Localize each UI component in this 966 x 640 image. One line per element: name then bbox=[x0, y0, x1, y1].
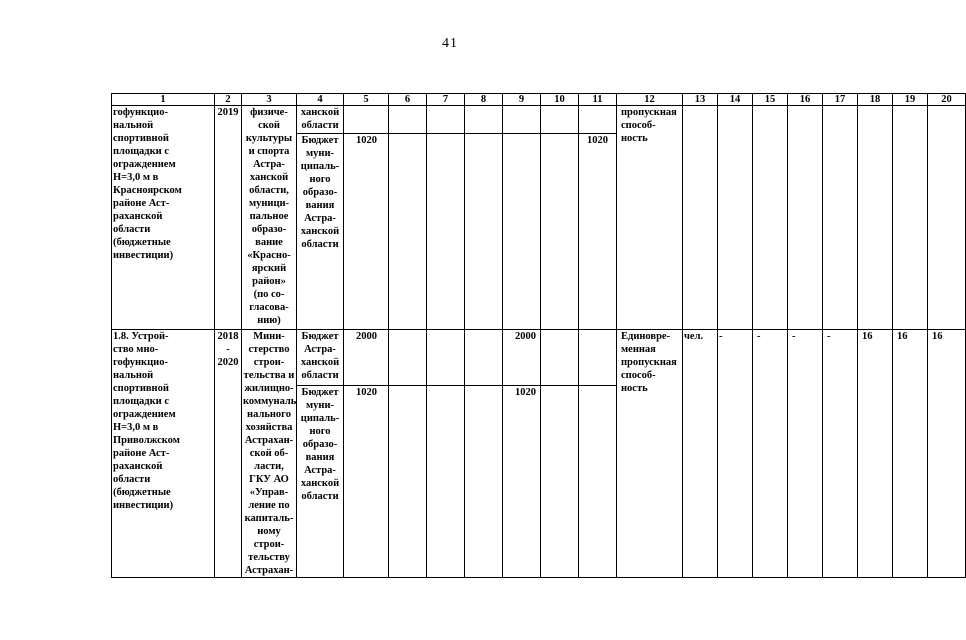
header-cell: 9 bbox=[503, 94, 541, 106]
period: 2019 bbox=[215, 106, 242, 330]
amount-cell bbox=[465, 330, 503, 386]
amount-cell: 1020 bbox=[503, 386, 541, 578]
amount-cell bbox=[503, 134, 541, 330]
amount-cell: 1020 bbox=[579, 134, 617, 330]
amount-cell bbox=[427, 386, 465, 578]
table-row bbox=[112, 330, 966, 386]
indicator-value bbox=[788, 106, 823, 330]
amount-cell bbox=[541, 330, 579, 386]
amount-cell bbox=[427, 106, 465, 134]
amount-cell bbox=[579, 106, 617, 134]
indicator-value: 16 bbox=[858, 330, 893, 578]
indicator-name: Единовре- менная пропускная способ- ность bbox=[617, 330, 683, 578]
header-cell: 14 bbox=[718, 94, 753, 106]
header-cell: 5 bbox=[344, 94, 389, 106]
funding-source: Бюджет муни- ципаль- ного образо- вания Астра- ханской области bbox=[297, 386, 344, 578]
indicator-value: - bbox=[823, 330, 858, 578]
table-row bbox=[112, 106, 966, 134]
header-cell: 3 bbox=[242, 94, 297, 106]
indicator-value bbox=[858, 106, 893, 330]
amount-cell bbox=[503, 106, 541, 134]
amount-cell: 2000 bbox=[503, 330, 541, 386]
header-cell: 6 bbox=[389, 94, 427, 106]
header-cell: 4 bbox=[297, 94, 344, 106]
amount-cell bbox=[389, 134, 427, 330]
header-cell: 11 bbox=[579, 94, 617, 106]
funding-source: Бюджет муни- ципаль- ного образо- вания Астра- ханской области bbox=[297, 134, 344, 330]
amount-cell: 2000 bbox=[344, 330, 389, 386]
header-cell: 20 bbox=[928, 94, 966, 106]
executor: Мини- стерство строи- тельства и жилищно- коммуналь нального хозяйства Астрахан- ской об- ласти, ГКУ АО «Управ- ление по капиталь- ному строи- тельству Астрахан- bbox=[243, 331, 297, 576]
unit-cell: чел. bbox=[683, 330, 718, 578]
indicator-value: 16 bbox=[893, 330, 928, 578]
indicator-value bbox=[753, 106, 788, 330]
amount-cell bbox=[389, 330, 427, 386]
indicator-value bbox=[893, 106, 928, 330]
indicator-value: - bbox=[753, 330, 788, 578]
amount-cell bbox=[389, 106, 427, 134]
executor: физиче- ской культуры и спорта Астра- ханской области, муници- пальное образо- вание «Красно- ярский район» (по со- гласова- нию) bbox=[242, 106, 297, 330]
amount-cell bbox=[465, 106, 503, 134]
indicator-name: пропускная способ- ность bbox=[617, 106, 683, 330]
amount-cell bbox=[427, 134, 465, 330]
amount-cell bbox=[541, 134, 579, 330]
amount-cell bbox=[579, 386, 617, 578]
header-cell: 1 bbox=[112, 94, 215, 106]
indicator-value bbox=[928, 106, 966, 330]
header-cell: 18 bbox=[858, 94, 893, 106]
indicator-value: 16 bbox=[928, 330, 966, 578]
amount-cell bbox=[541, 106, 579, 134]
amount-cell bbox=[465, 134, 503, 330]
header-cell: 19 bbox=[893, 94, 928, 106]
targets-table bbox=[111, 93, 966, 578]
header-cell: 2 bbox=[215, 94, 242, 106]
amount-cell: 1020 bbox=[344, 386, 389, 578]
amount-cell bbox=[465, 386, 503, 578]
indicator-value: - bbox=[718, 330, 753, 578]
amount-cell: 1020 bbox=[344, 134, 389, 330]
measure-name: 1.8. Устрой- ство мно- гофункцио- нальной спортивной площадки с ограждением Н=3,0 м в Приволжском районе Аст- раханской области (бюджетные инвестиции) bbox=[112, 330, 215, 578]
header-cell: 17 bbox=[823, 94, 858, 106]
header-cell: 7 bbox=[427, 94, 465, 106]
header-cell: 12 bbox=[617, 94, 683, 106]
header-cell: 16 bbox=[788, 94, 823, 106]
period: 2018 - 2020 bbox=[215, 330, 242, 578]
indicator-value bbox=[718, 106, 753, 330]
indicator-value bbox=[823, 106, 858, 330]
header-cell: 13 bbox=[683, 94, 718, 106]
header-row bbox=[112, 94, 966, 106]
header-cell: 15 bbox=[753, 94, 788, 106]
funding-source: Бюджет Астра- ханской области bbox=[297, 330, 344, 386]
unit-cell bbox=[683, 106, 718, 330]
indicator-value: - bbox=[788, 330, 823, 578]
amount-cell bbox=[579, 330, 617, 386]
page-number: 41 bbox=[442, 36, 458, 51]
header-cell: 10 bbox=[541, 94, 579, 106]
amount-cell bbox=[541, 386, 579, 578]
amount-cell bbox=[344, 106, 389, 134]
header-cell: 8 bbox=[465, 94, 503, 106]
amount-cell bbox=[427, 330, 465, 386]
funding-source: ханской области bbox=[297, 106, 344, 134]
measure-name: гофункцио- нальной спортивной площадки с ограждением Н=3,0 м в Красноярском районе Аст- раханской области (бюджетные инвестиции) bbox=[112, 106, 215, 330]
amount-cell bbox=[389, 386, 427, 578]
